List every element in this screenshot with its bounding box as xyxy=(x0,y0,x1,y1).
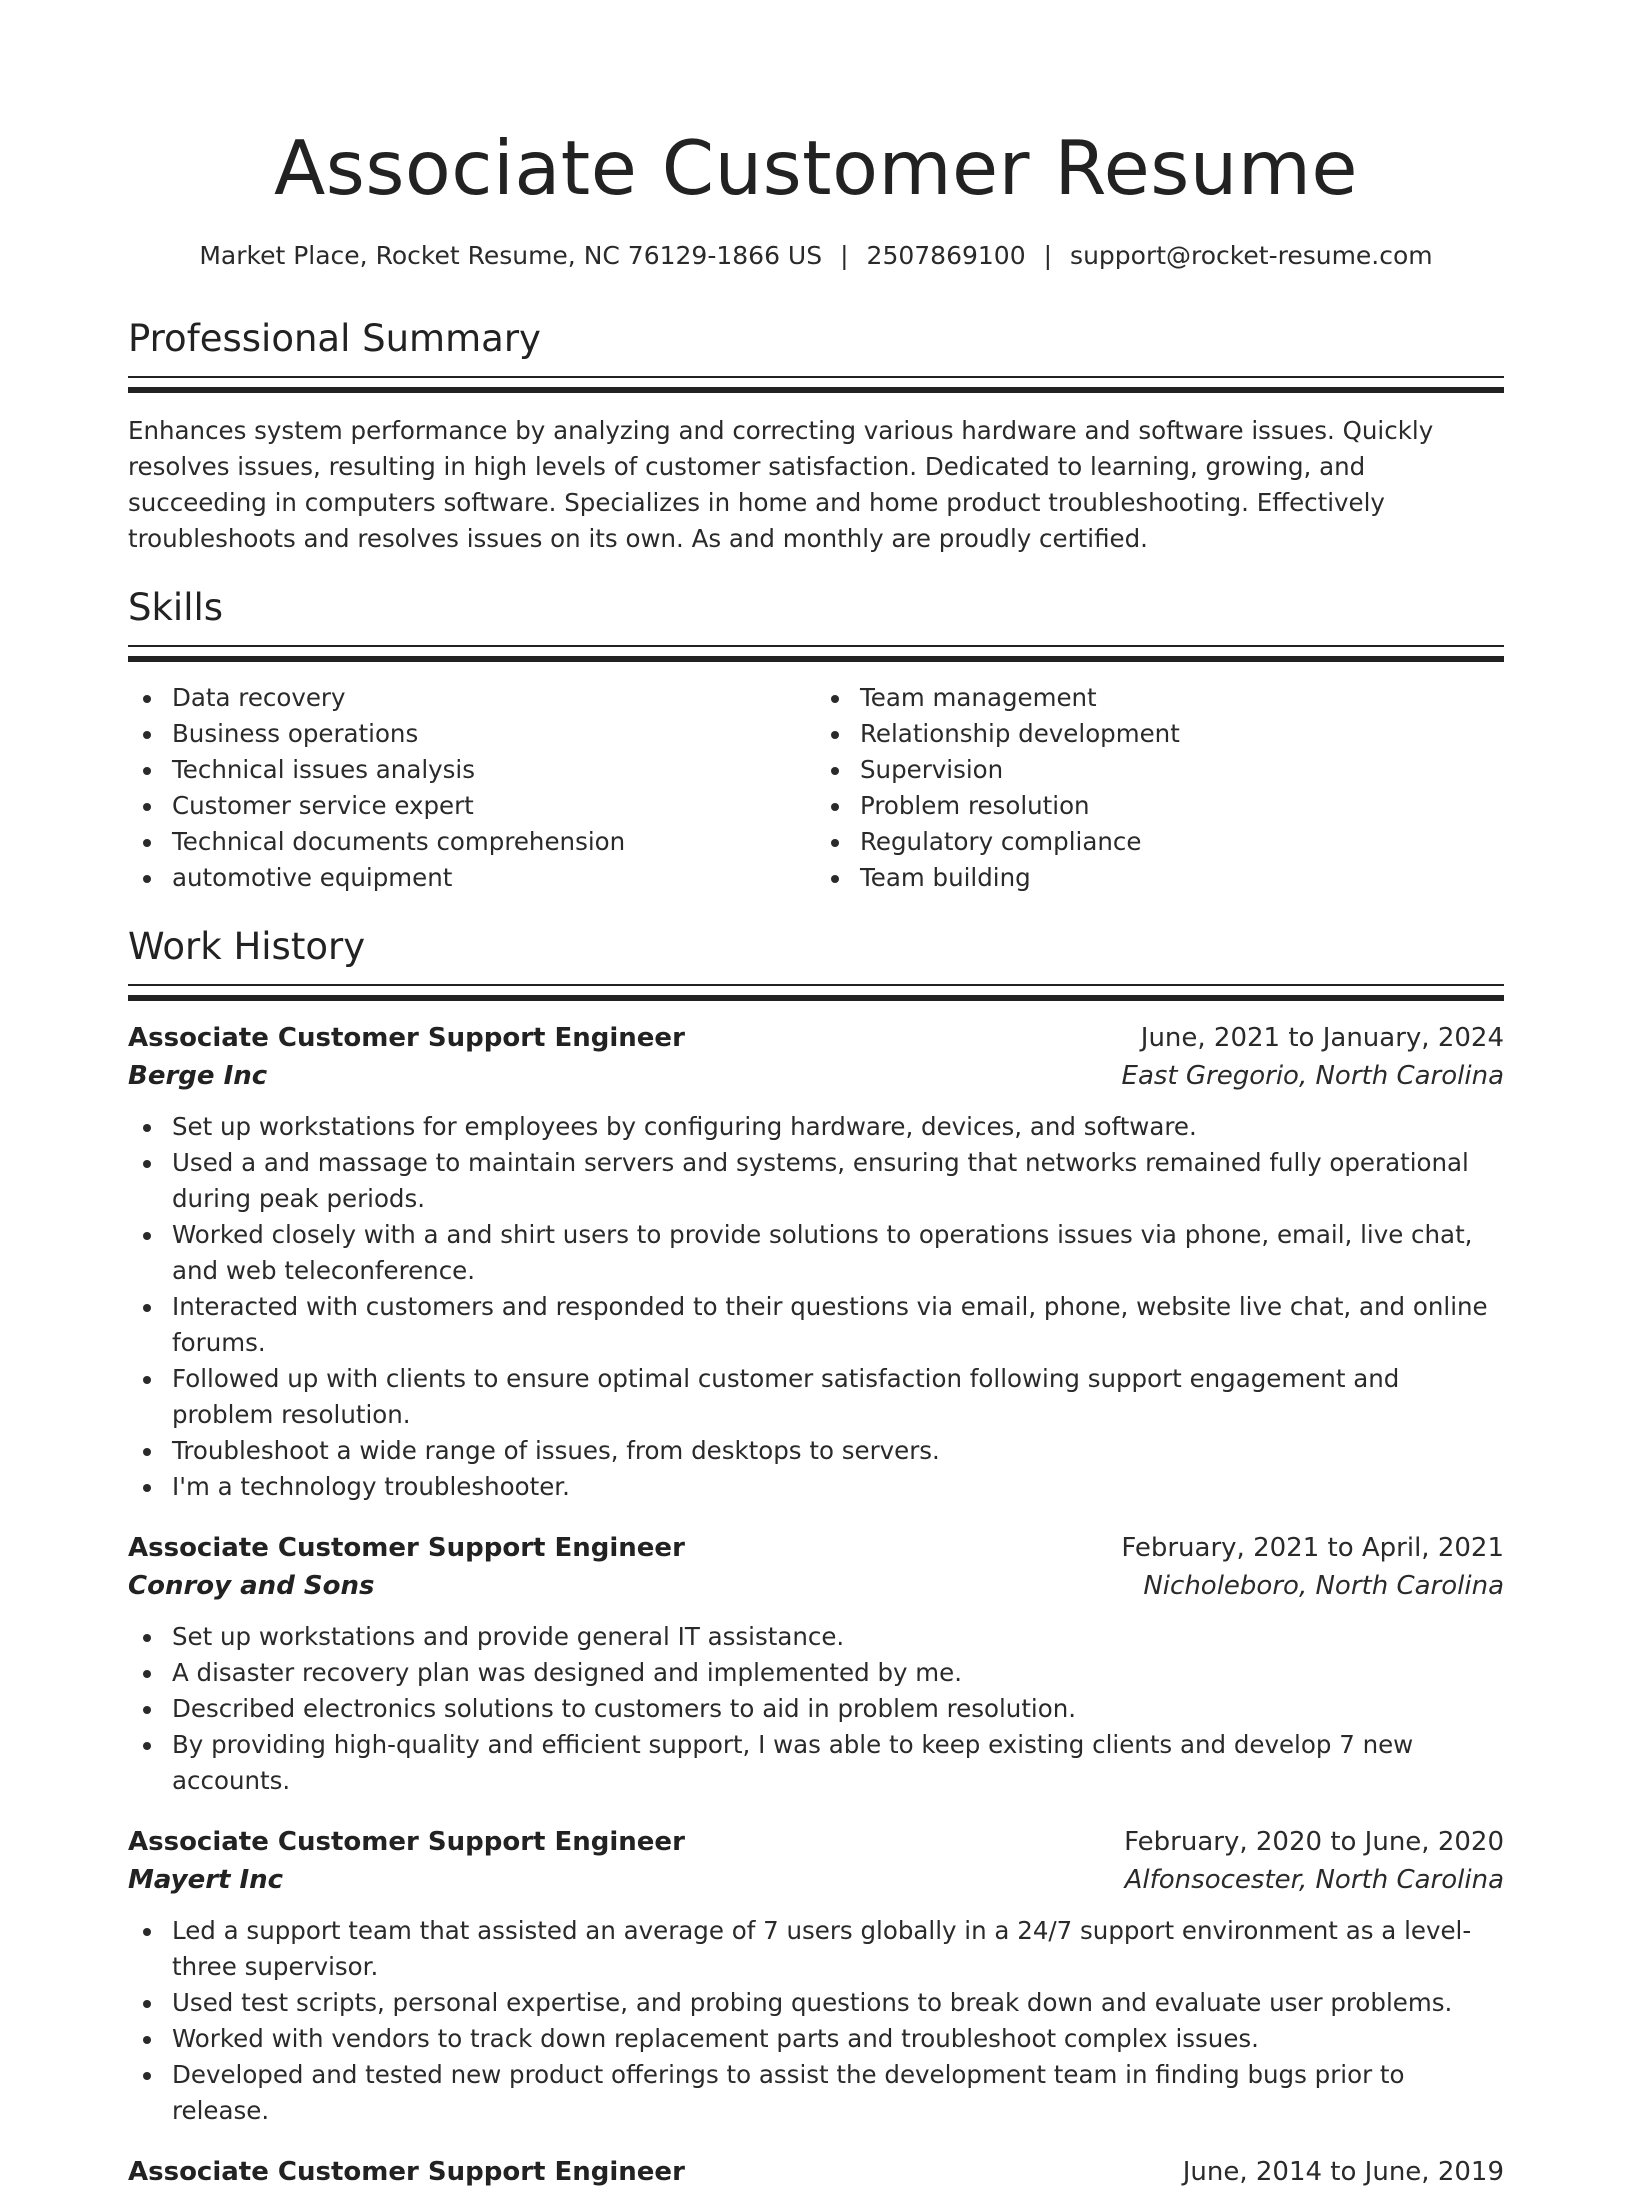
skill-item: Customer service expert xyxy=(128,788,816,824)
contact-line xyxy=(128,240,1504,272)
skill-item: Regulatory compliance xyxy=(816,824,1504,860)
section-divider xyxy=(128,984,1504,1001)
job-bullet: A disaster recovery plan was designed and implemented by me. xyxy=(128,1655,1504,1691)
job-company: Berge Inc xyxy=(128,1061,268,1091)
job-bullet: Developed and tested new product offerings to assist the development team in finding bugs prior to release. xyxy=(128,2057,1504,2129)
contact-email: support@rocket-resume.com xyxy=(1070,241,1433,270)
skill-item: Supervision xyxy=(816,752,1504,788)
job-bullet: Worked closely with a and shirt users to provide solutions to operations issues via phone, email, live chat, and web teleconference. xyxy=(128,1217,1504,1289)
job-header xyxy=(128,1823,1504,1861)
contact-separator: | xyxy=(1043,241,1053,270)
job-title: Associate Customer Support Engineer xyxy=(128,1023,685,1053)
skill-item: Technical issues analysis xyxy=(128,752,816,788)
section-title-work-history: Work History xyxy=(128,925,366,968)
resume-title: Associate Customer Resume xyxy=(273,124,1359,212)
skills-column-left xyxy=(128,680,816,896)
section-divider xyxy=(128,376,1504,393)
summary-text: Enhances system performance by analyzing and correcting various hardware and software issues. Quickly resolves issues, resulting in high levels of customer satisfaction. Dedicated to learning, growing, and succeeding in computers software. Specializes in home and home product troubleshooting. Effectively troubleshoots and resolves issues on its own. As and monthly are proudly certified. xyxy=(128,416,1434,553)
job-bullet: Followed up with clients to ensure optimal customer satisfaction following support engagement and problem resolution. xyxy=(128,1361,1504,1433)
job-location: Alfonsocester, North Carolina xyxy=(1124,1865,1504,1895)
skills-columns xyxy=(128,680,1504,896)
job-title: Associate Customer Support Engineer xyxy=(128,1827,685,1857)
job-location: Nicholeboro, North Carolina xyxy=(1143,1571,1504,1601)
skill-item: automotive equipment xyxy=(128,860,816,896)
job-header xyxy=(128,2153,1504,2191)
job-entry xyxy=(128,1823,1504,2129)
job-bullets xyxy=(128,1913,1504,2129)
job-entry xyxy=(128,1529,1504,1799)
job-bullets xyxy=(128,1109,1504,1505)
job-bullet: Set up workstations for employees by configuring hardware, devices, and software. xyxy=(128,1109,1504,1145)
work-history-section xyxy=(128,924,1504,2191)
skill-item: Team building xyxy=(816,860,1504,896)
job-header xyxy=(128,1529,1504,1567)
job-bullet: Set up workstations and provide general IT assistance. xyxy=(128,1619,1504,1655)
job-bullets xyxy=(128,1619,1504,1799)
job-entry xyxy=(128,1019,1504,1505)
job-bullet: Troubleshoot a wide range of issues, from desktops to servers. xyxy=(128,1433,1504,1469)
skill-item: Relationship development xyxy=(816,716,1504,752)
contact-phone: 2507869100 xyxy=(866,241,1026,270)
section-divider xyxy=(128,645,1504,662)
job-dates: June, 2021 to January, 2024 xyxy=(1140,1023,1504,1053)
job-title: Associate Customer Support Engineer xyxy=(128,2157,685,2187)
job-company: Mayert Inc xyxy=(128,1865,284,1895)
job-bullet: Described electronics solutions to customers to aid in problem resolution. xyxy=(128,1691,1504,1727)
job-header xyxy=(128,1019,1504,1057)
job-bullet: Used test scripts, personal expertise, and probing questions to break down and evaluate user problems. xyxy=(128,1985,1504,2021)
skill-item: Data recovery xyxy=(128,680,816,716)
skills-column-right xyxy=(816,680,1504,896)
skill-item: Business operations xyxy=(128,716,816,752)
contact-address: Market Place, Rocket Resume, NC 76129-1866 US xyxy=(199,241,823,270)
section-title-summary: Professional Summary xyxy=(128,317,541,360)
job-bullet: Interacted with customers and responded to their questions via email, phone, website live chat, and online forums. xyxy=(128,1289,1504,1361)
job-dates: February, 2021 to April, 2021 xyxy=(1121,1533,1504,1563)
job-entry xyxy=(128,2153,1504,2191)
job-subheader xyxy=(128,1057,1504,1095)
job-bullet: Led a support team that assisted an average of 7 users globally in a 24/7 support environment as a level-three supervisor. xyxy=(128,1913,1504,1985)
job-bullet: I'm a technology troubleshooter. xyxy=(128,1469,1504,1505)
section-title-skills: Skills xyxy=(128,586,224,629)
job-location: East Gregorio, North Carolina xyxy=(1121,1061,1504,1091)
job-subheader xyxy=(128,1567,1504,1605)
job-dates: February, 2020 to June, 2020 xyxy=(1124,1827,1504,1857)
skill-item: Team management xyxy=(816,680,1504,716)
job-bullet: Worked with vendors to track down replacement parts and troubleshoot complex issues. xyxy=(128,2021,1504,2057)
skill-item: Technical documents comprehension xyxy=(128,824,816,860)
job-company: Conroy and Sons xyxy=(128,1571,375,1601)
job-dates: June, 2014 to June, 2019 xyxy=(1182,2157,1504,2187)
job-subheader xyxy=(128,1861,1504,1899)
job-title: Associate Customer Support Engineer xyxy=(128,1533,685,1563)
contact-separator: | xyxy=(840,241,849,270)
summary-section xyxy=(128,316,1504,557)
skills-section xyxy=(128,585,1504,896)
job-bullet: Used a and massage to maintain servers and systems, ensuring that networks remained fully operational during peak periods. xyxy=(128,1145,1504,1217)
skill-item: Problem resolution xyxy=(816,788,1504,824)
job-bullet: By providing high-quality and efficient support, I was able to keep existing clients and develop 7 new accounts. xyxy=(128,1727,1504,1799)
